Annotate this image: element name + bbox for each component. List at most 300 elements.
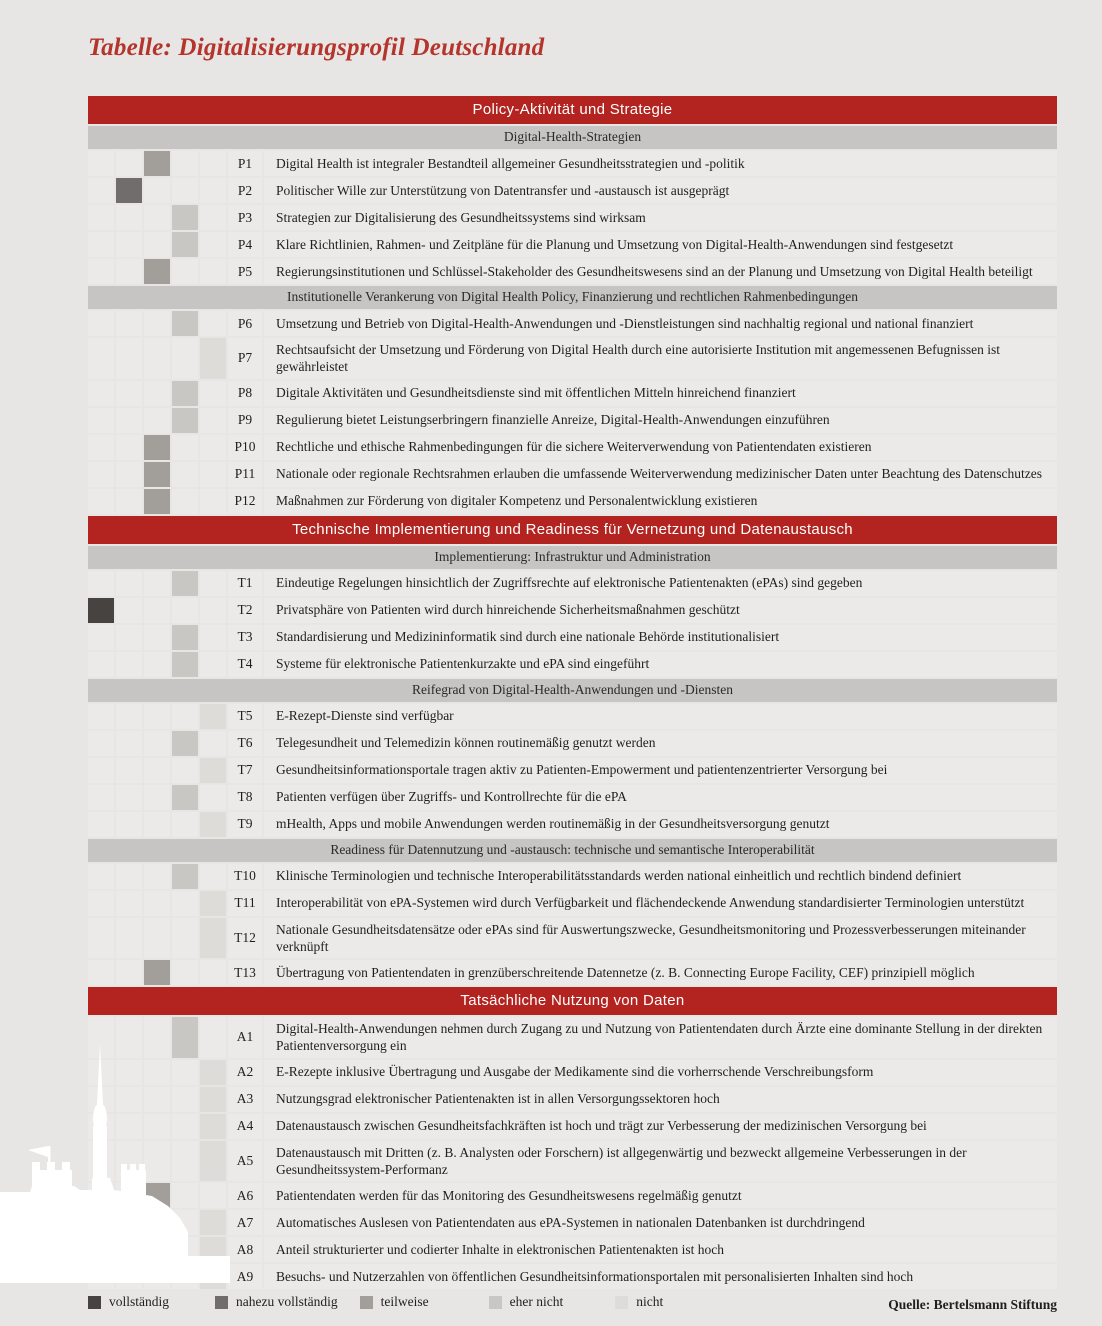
rating-cell-filled xyxy=(172,381,198,406)
rating-cell-filled xyxy=(172,625,198,650)
rating-cell xyxy=(116,338,142,379)
rating-cell xyxy=(116,1141,142,1182)
indicator-row xyxy=(88,1141,1057,1182)
rating-cells xyxy=(88,785,228,810)
rating-cell xyxy=(144,178,170,203)
section-header: Tatsächliche Nutzung von Daten xyxy=(88,987,1057,1015)
rating-cell xyxy=(144,1210,170,1235)
rating-cell xyxy=(200,178,226,203)
legend-swatch xyxy=(489,1296,502,1309)
rating-cell xyxy=(116,489,142,514)
indicator-text: Klinische Terminologien und technische Interoperabilitätsstandards werden national einheitlich und rechtlich bindend definiert xyxy=(264,864,1057,889)
rating-cell xyxy=(172,598,198,623)
rating-cell xyxy=(88,259,114,284)
rating-cell xyxy=(172,1210,198,1235)
rating-cell xyxy=(200,462,226,487)
legend-item xyxy=(88,1294,169,1310)
rating-cell-filled xyxy=(172,571,198,596)
rating-cell xyxy=(88,625,114,650)
indicator-text: Patientendaten werden für das Monitoring des Gesundheitswesens regelmäßig genutzt xyxy=(264,1183,1057,1208)
rating-cells xyxy=(88,408,228,433)
indicator-text: Datenaustausch zwischen Gesundheitsfachkräften ist hoch und trägt zur Verbesserung der medizinischen Versorgung bei xyxy=(264,1114,1057,1139)
rating-cell xyxy=(200,435,226,460)
indicator-text: Nutzungsgrad elektronischer Patientenakten ist in allen Versorgungssektoren hoch xyxy=(264,1087,1057,1112)
indicator-text: Strategien zur Digitalisierung des Gesundheitssystems sind wirksam xyxy=(264,205,1057,230)
indicator-code: T5 xyxy=(228,704,262,729)
rating-cell xyxy=(144,918,170,959)
indicator-text: Regulierung bietet Leistungserbringern finanzielle Anreize, Digital-Health-Anwendungen einzuführen xyxy=(264,408,1057,433)
rating-cells xyxy=(88,891,228,916)
group-subheader: Digital-Health-Strategien xyxy=(88,126,1057,149)
rating-cell xyxy=(88,435,114,460)
rating-cell xyxy=(144,864,170,889)
indicator-text: Umsetzung und Betrieb von Digital-Health-Anwendungen und -Dienstleistungen sind nachhaltig regional und national finanziert xyxy=(264,311,1057,336)
indicator-text: mHealth, Apps und mobile Anwendungen werden routinemäßig in der Gesundheitsversorgung genutzt xyxy=(264,812,1057,837)
rating-cell xyxy=(88,812,114,837)
rating-cell xyxy=(88,864,114,889)
rating-cells xyxy=(88,731,228,756)
group-subheader: Implementierung: Infrastruktur und Administration xyxy=(88,546,1057,569)
rating-cell xyxy=(116,232,142,257)
indicator-code: P9 xyxy=(228,408,262,433)
indicator-row xyxy=(88,1060,1057,1085)
indicator-code: P10 xyxy=(228,435,262,460)
rating-cells xyxy=(88,338,228,379)
rating-cell xyxy=(200,960,226,985)
rating-cell xyxy=(172,918,198,959)
rating-cell xyxy=(116,812,142,837)
rating-cell xyxy=(88,178,114,203)
legend-item xyxy=(215,1294,338,1310)
rating-cell xyxy=(200,489,226,514)
rating-cell xyxy=(144,598,170,623)
rating-cells xyxy=(88,625,228,650)
indicator-text: Rechtliche und ethische Rahmenbedingungen für die sichere Weiterverwendung von Patientendaten existieren xyxy=(264,435,1057,460)
rating-cell xyxy=(144,758,170,783)
rating-cells xyxy=(88,205,228,230)
rating-cell xyxy=(172,1087,198,1112)
indicator-row xyxy=(88,1114,1057,1139)
rating-cell xyxy=(144,704,170,729)
rating-cell xyxy=(172,812,198,837)
indicator-row xyxy=(88,489,1057,514)
rating-cell xyxy=(200,625,226,650)
rating-cell xyxy=(200,785,226,810)
rating-cell xyxy=(88,408,114,433)
indicator-row xyxy=(88,598,1057,623)
indicator-code: P2 xyxy=(228,178,262,203)
rating-cell-filled xyxy=(200,1210,226,1235)
indicator-row xyxy=(88,1264,1057,1289)
rating-cells xyxy=(88,311,228,336)
indicator-code: T12 xyxy=(228,918,262,959)
rating-cell xyxy=(88,151,114,176)
rating-cell xyxy=(116,731,142,756)
indicator-text: Standardisierung und Medizininformatik sind durch eine nationale Behörde institutionalisiert xyxy=(264,625,1057,650)
rating-cell xyxy=(144,1087,170,1112)
rating-cell xyxy=(116,1114,142,1139)
indicator-row xyxy=(88,338,1057,379)
indicator-text: Telegesundheit und Telemedizin können routinemäßig genutzt werden xyxy=(264,731,1057,756)
indicator-row xyxy=(88,785,1057,810)
rating-cell xyxy=(116,918,142,959)
indicator-text: Übertragung von Patientendaten in grenzüberschreitende Datennetze (z. B. Connecting Europe Facility, CEF) prinzipiell möglich xyxy=(264,960,1057,985)
indicator-text: Patienten verfügen über Zugriffs- und Kontrollrechte für die ePA xyxy=(264,785,1057,810)
rating-cell xyxy=(88,311,114,336)
rating-cell xyxy=(116,435,142,460)
rating-cell xyxy=(172,1141,198,1182)
indicator-code: T10 xyxy=(228,864,262,889)
indicator-code: P6 xyxy=(228,311,262,336)
rating-cell xyxy=(88,1060,114,1085)
rating-cells xyxy=(88,151,228,176)
rating-cell xyxy=(88,731,114,756)
rating-cell xyxy=(116,758,142,783)
rating-cells xyxy=(88,462,228,487)
rating-cell xyxy=(88,891,114,916)
rating-cell xyxy=(116,1087,142,1112)
rating-cell xyxy=(172,489,198,514)
indicator-row xyxy=(88,758,1057,783)
indicator-text: E-Rezept-Dienste sind verfügbar xyxy=(264,704,1057,729)
indicator-text: Besuchs- und Nutzerzahlen von öffentlichen Gesundheitsinformationsportalen mit personalisierten Inhalten sind hoch xyxy=(264,1264,1057,1289)
rating-cells xyxy=(88,232,228,257)
indicator-row xyxy=(88,1087,1057,1112)
rating-cell xyxy=(200,864,226,889)
rating-cell xyxy=(172,1060,198,1085)
rating-cell xyxy=(144,1237,170,1262)
legend-swatch xyxy=(215,1296,228,1309)
rating-cells xyxy=(88,1087,228,1112)
indicator-text: Systeme für elektronische Patientenkurzakte und ePA sind eingeführt xyxy=(264,652,1057,677)
rating-cell xyxy=(116,1264,142,1289)
rating-cell xyxy=(172,960,198,985)
rating-cell xyxy=(144,1060,170,1085)
rating-cell-filled xyxy=(172,311,198,336)
indicator-code: T1 xyxy=(228,571,262,596)
rating-cell xyxy=(200,259,226,284)
indicator-text: Privatsphäre von Patienten wird durch hinreichende Sicherheitsmaßnahmen geschützt xyxy=(264,598,1057,623)
rating-cells xyxy=(88,598,228,623)
rating-cell xyxy=(172,1264,198,1289)
rating-cell-filled xyxy=(200,918,226,959)
indicator-row xyxy=(88,435,1057,460)
indicator-text: Klare Richtlinien, Rahmen- und Zeitpläne für die Planung und Umsetzung von Digital-Health-Anwendungen sind festgesetzt xyxy=(264,232,1057,257)
rating-cell xyxy=(88,960,114,985)
rating-cell-filled xyxy=(172,785,198,810)
legend-label: nicht xyxy=(636,1294,664,1309)
indicator-row xyxy=(88,205,1057,230)
rating-cell xyxy=(200,381,226,406)
indicator-row xyxy=(88,918,1057,959)
rating-cells xyxy=(88,918,228,959)
indicator-code: T6 xyxy=(228,731,262,756)
indicator-code: A8 xyxy=(228,1237,262,1262)
rating-cells xyxy=(88,652,228,677)
rating-cell xyxy=(88,1017,114,1058)
rating-cell-filled xyxy=(200,891,226,916)
rating-cell xyxy=(116,960,142,985)
rating-cells xyxy=(88,178,228,203)
rating-cell xyxy=(172,891,198,916)
indicator-row xyxy=(88,1183,1057,1208)
indicator-text: E-Rezepte inklusive Übertragung und Ausgabe der Medikamente sind die vorherrschende Verschreibungsform xyxy=(264,1060,1057,1085)
indicator-row xyxy=(88,625,1057,650)
rating-cells xyxy=(88,1264,228,1289)
rating-cell xyxy=(144,1264,170,1289)
indicator-text: Anteil strukturierter und codierter Inhalte in elektronischen Patientenakten ist hoch xyxy=(264,1237,1057,1262)
indicator-code: T11 xyxy=(228,891,262,916)
indicator-row xyxy=(88,812,1057,837)
rating-cell xyxy=(144,571,170,596)
rating-cell xyxy=(88,571,114,596)
indicator-row xyxy=(88,1017,1057,1058)
indicator-row xyxy=(88,178,1057,203)
rating-cell xyxy=(88,1237,114,1262)
rating-cell xyxy=(172,1237,198,1262)
indicator-row xyxy=(88,864,1057,889)
rating-cell xyxy=(116,408,142,433)
rating-cells xyxy=(88,960,228,985)
indicator-code: A4 xyxy=(228,1114,262,1139)
indicator-code: P3 xyxy=(228,205,262,230)
indicator-row xyxy=(88,704,1057,729)
indicator-text: Gesundheitsinformationsportale tragen aktiv zu Patienten-Empowerment und patientenzentrierter Versorgung bei xyxy=(264,758,1057,783)
indicator-text: Regierungsinstitutionen und Schlüssel-Stakeholder des Gesundheitswesens sind an der Planung und Umsetzung von Digital Health beteiligt xyxy=(264,259,1057,284)
rating-cell xyxy=(116,462,142,487)
indicator-code: P5 xyxy=(228,259,262,284)
indicator-code: T8 xyxy=(228,785,262,810)
rating-cell xyxy=(116,1060,142,1085)
rating-cell-filled xyxy=(200,1264,226,1289)
indicator-text: Politischer Wille zur Unterstützung von Datentransfer und -austausch ist ausgeprägt xyxy=(264,178,1057,203)
rating-cell xyxy=(116,625,142,650)
rating-cell xyxy=(88,704,114,729)
rating-cell xyxy=(200,311,226,336)
rating-cell xyxy=(144,785,170,810)
indicator-row xyxy=(88,731,1057,756)
indicator-code: P1 xyxy=(228,151,262,176)
rating-cells xyxy=(88,812,228,837)
rating-cell-filled xyxy=(144,960,170,985)
legend-item xyxy=(615,1294,663,1310)
rating-cell xyxy=(200,598,226,623)
group-subheader: Readiness für Datennutzung und -austausch: technische und semantische Interoperabilität xyxy=(88,839,1057,862)
rating-cell xyxy=(88,758,114,783)
indicator-code: T3 xyxy=(228,625,262,650)
indicator-code: T7 xyxy=(228,758,262,783)
indicator-text: Rechtsaufsicht der Umsetzung und Förderung von Digital Health durch eine autorisierte Institution mit angemessenen Befugnissen ist gewährleistet xyxy=(264,338,1057,379)
rating-cell xyxy=(172,758,198,783)
legend-swatch xyxy=(615,1296,628,1309)
indicator-text: Digitale Aktivitäten und Gesundheitsdienste sind mit öffentlichen Mitteln hinreichend finanziert xyxy=(264,381,1057,406)
rating-cell xyxy=(116,1237,142,1262)
rating-cells xyxy=(88,1114,228,1139)
indicator-row xyxy=(88,381,1057,406)
rating-cell xyxy=(144,891,170,916)
rating-cell xyxy=(172,704,198,729)
rating-cell xyxy=(116,151,142,176)
indicator-code: A2 xyxy=(228,1060,262,1085)
rating-cell xyxy=(144,652,170,677)
rating-cell xyxy=(88,1264,114,1289)
rating-cell xyxy=(144,1141,170,1182)
rating-cell-filled xyxy=(144,462,170,487)
indicator-code: A5 xyxy=(228,1141,262,1182)
rating-cells xyxy=(88,489,228,514)
rating-cell xyxy=(144,311,170,336)
rating-cell xyxy=(144,812,170,837)
rating-cell-filled xyxy=(172,652,198,677)
rating-cells xyxy=(88,1210,228,1235)
indicator-code: A7 xyxy=(228,1210,262,1235)
indicator-code: P11 xyxy=(228,462,262,487)
rating-cell xyxy=(172,1114,198,1139)
indicator-code: A1 xyxy=(228,1017,262,1058)
rating-cell xyxy=(116,1183,142,1208)
rating-cell-filled xyxy=(172,1017,198,1058)
rating-cell xyxy=(200,205,226,230)
rating-cell xyxy=(200,408,226,433)
indicator-row xyxy=(88,232,1057,257)
indicator-text: Interoperabilität von ePA-Systemen wird durch Verfügbarkeit und flächendeckende Anwendung standardisierter Terminologien unterstützt xyxy=(264,891,1057,916)
rating-cell-filled xyxy=(172,864,198,889)
rating-cell xyxy=(116,205,142,230)
indicator-row xyxy=(88,1210,1057,1235)
rating-cell-filled xyxy=(200,338,226,379)
indicator-row xyxy=(88,408,1057,433)
rating-cell xyxy=(200,232,226,257)
rating-cells xyxy=(88,704,228,729)
indicator-row xyxy=(88,960,1057,985)
indicator-code: P7 xyxy=(228,338,262,379)
rating-cell xyxy=(144,1017,170,1058)
indicator-code: P4 xyxy=(228,232,262,257)
rating-cells xyxy=(88,435,228,460)
rating-cell xyxy=(172,151,198,176)
rating-cells xyxy=(88,381,228,406)
rating-cell xyxy=(88,1114,114,1139)
rating-cell-filled xyxy=(144,435,170,460)
rating-cell xyxy=(88,918,114,959)
indicator-code: A3 xyxy=(228,1087,262,1112)
rating-cell xyxy=(200,1017,226,1058)
indicator-row xyxy=(88,311,1057,336)
rating-cells xyxy=(88,758,228,783)
indicator-code: P12 xyxy=(228,489,262,514)
indicator-text: Automatisches Auslesen von Patientendaten aus ePA-Systemen in nationalen Datenbanken ist durchdringend xyxy=(264,1210,1057,1235)
legend-item xyxy=(489,1294,564,1310)
rating-cell xyxy=(172,462,198,487)
rating-cell-filled xyxy=(144,489,170,514)
page-title: Tabelle: Digitalisierungsprofil Deutschland xyxy=(88,34,545,61)
indicator-code: T13 xyxy=(228,960,262,985)
rating-cell xyxy=(116,598,142,623)
rating-cell xyxy=(144,408,170,433)
rating-cell xyxy=(144,338,170,379)
rating-cell xyxy=(144,731,170,756)
rating-cell-filled xyxy=(200,1114,226,1139)
legend-swatch xyxy=(360,1296,373,1309)
rating-cell-filled xyxy=(144,151,170,176)
rating-cell xyxy=(116,571,142,596)
rating-cell xyxy=(88,1141,114,1182)
indicator-code: T4 xyxy=(228,652,262,677)
rating-cell-filled xyxy=(88,598,114,623)
rating-cell xyxy=(88,205,114,230)
legend-label: eher nicht xyxy=(509,1294,564,1309)
assessment-table xyxy=(88,96,1057,1291)
rating-cells xyxy=(88,864,228,889)
legend xyxy=(88,1294,663,1310)
section-header: Technische Implementierung und Readiness für Vernetzung und Datenaustausch xyxy=(88,516,1057,544)
indicator-row xyxy=(88,1237,1057,1262)
rating-cell xyxy=(144,205,170,230)
rating-cell xyxy=(116,652,142,677)
indicator-text: Nationale Gesundheitsdatensätze oder ePAs sind für Auswertungszwecke, Gesundheitsmonitoring und Prozessverbesserungen miteinander verknüpft xyxy=(264,918,1057,959)
indicator-text: Datenaustausch mit Dritten (z. B. Analysten oder Forschern) ist allgegenwärtig und bezweckt allgemeine Verbesserungen in der Gesundheitssystem-Performanz xyxy=(264,1141,1057,1182)
indicator-text: Nationale oder regionale Rechtsrahmen erlauben die umfassende Weiterverwendung medizinischer Daten unter Beachtung des Datenschutzes xyxy=(264,462,1057,487)
rating-cell xyxy=(88,785,114,810)
rating-cell-filled xyxy=(144,1183,170,1208)
rating-cell xyxy=(200,652,226,677)
rating-cell xyxy=(172,338,198,379)
rating-cell xyxy=(144,232,170,257)
indicator-row xyxy=(88,571,1057,596)
rating-cell-filled xyxy=(200,1060,226,1085)
rating-cell xyxy=(116,259,142,284)
rating-cell xyxy=(172,259,198,284)
rating-cell xyxy=(88,1210,114,1235)
rating-cell xyxy=(144,1114,170,1139)
rating-cells xyxy=(88,1017,228,1058)
indicator-code: A6 xyxy=(228,1183,262,1208)
rating-cell xyxy=(200,1183,226,1208)
rating-cell xyxy=(88,381,114,406)
section-header: Policy-Aktivität und Strategie xyxy=(88,96,1057,124)
rating-cell-filled xyxy=(200,758,226,783)
rating-cell-filled xyxy=(172,205,198,230)
rating-cell xyxy=(116,864,142,889)
source-credit: Quelle: Bertelsmann Stiftung xyxy=(888,1297,1057,1312)
rating-cell-filled xyxy=(200,1237,226,1262)
rating-cell xyxy=(172,1183,198,1208)
rating-cell-filled xyxy=(172,408,198,433)
indicator-text: Maßnahmen zur Förderung von digitaler Kompetenz und Personalentwicklung existieren xyxy=(264,489,1057,514)
rating-cells xyxy=(88,1237,228,1262)
indicator-text: Digital Health ist integraler Bestandteil allgemeiner Gesundheitsstrategien und -politik xyxy=(264,151,1057,176)
rating-cell xyxy=(88,462,114,487)
indicator-code: T9 xyxy=(228,812,262,837)
rating-cell xyxy=(88,652,114,677)
indicator-row xyxy=(88,259,1057,284)
rating-cell-filled xyxy=(172,731,198,756)
rating-cell xyxy=(116,1210,142,1235)
rating-cell xyxy=(200,731,226,756)
rating-cell-filled xyxy=(200,704,226,729)
indicator-row xyxy=(88,151,1057,176)
rating-cells xyxy=(88,1183,228,1208)
indicator-row xyxy=(88,891,1057,916)
rating-cell xyxy=(116,891,142,916)
rating-cells xyxy=(88,571,228,596)
rating-cell xyxy=(88,1183,114,1208)
legend-item xyxy=(360,1294,429,1310)
indicator-code: T2 xyxy=(228,598,262,623)
rating-cell xyxy=(116,311,142,336)
indicator-row xyxy=(88,652,1057,677)
indicator-code: A9 xyxy=(228,1264,262,1289)
